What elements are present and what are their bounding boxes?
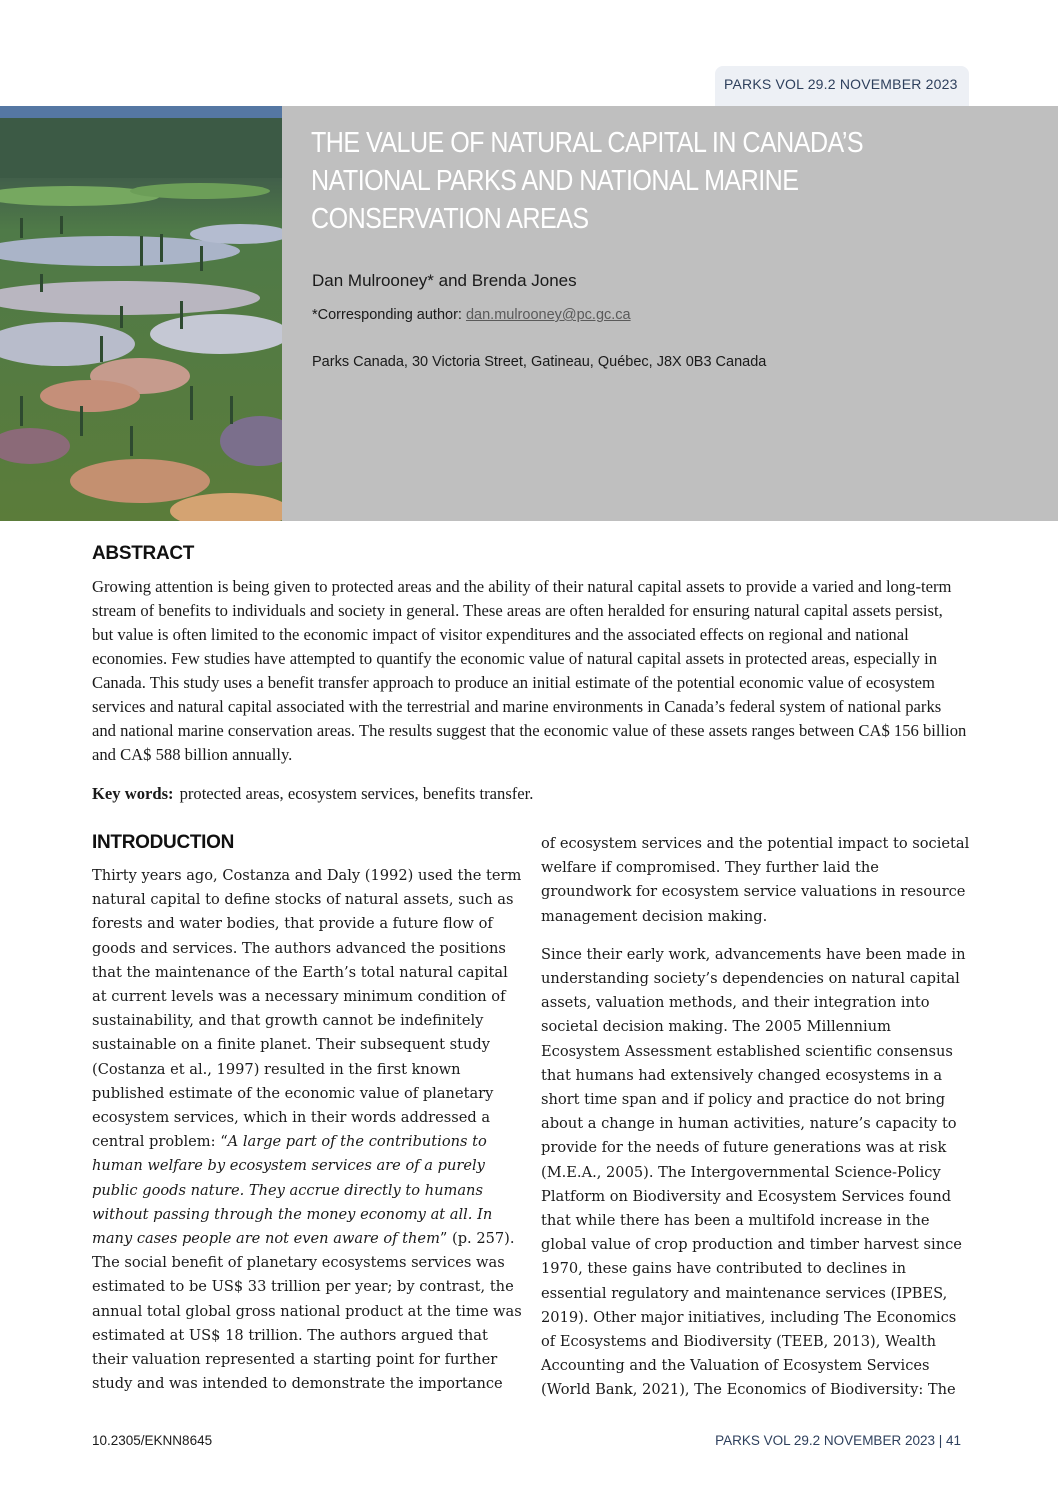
- journal-issue-tab: PARKS VOL 29.2 NOVEMBER 2023: [715, 66, 969, 106]
- footer-doi: 10.2305/EKNN8645: [92, 1433, 213, 1448]
- abstract-body: Growing attention is being given to protected areas and the ability of their natural capital assets to provide a varied and long-term stream of benefits to individuals and society in general. These areas are often heralded for ensuring natural capital assets persist, but value is often limited to the economic impact of visitor expenditures and the associated effects on regional and national economies. Few studies have attempted to quantify the economic value of natural capital assets in protected areas, especially in Canada. This study uses a benefit transfer approach to produce an initial estimate of the potential economic value of ecosystem services and natural capital associated with the terrestrial and marine environments in Canada’s federal system of national parks and national marine conservation areas. The results suggest that the economic value of these assets ranges between CA$ 156 billion and CA$ 588 billion annually.: [92, 577, 967, 764]
- article-authors: Dan Mulrooney* and Brenda Jones: [312, 271, 577, 290]
- abstract-heading: ABSTRACT: [92, 543, 195, 564]
- costanza-quote: A large part of the contributions to human welfare by ecosystem services are of a purely public goods nature. They accrue directly to humans without passing through the money economy at all. In many cases people are not even aware of them: [92, 1133, 493, 1248]
- hero-photo: [0, 106, 282, 521]
- corresponding-email-link[interactable]: dan.mulrooney@pc.gc.ca: [465, 307, 631, 323]
- wetland-landscape-image: [0, 106, 282, 521]
- author-affiliation: Parks Canada, 30 Victoria Street, Gatineau, Québec, J8X 0B3 Canada: [312, 354, 767, 370]
- corresponding-author: *Corresponding author: dan.mulrooney@pc.gc.ca: [312, 307, 631, 323]
- intro-left-column: [92, 864, 522, 1410]
- intro-paragraph-1-continued: of ecosystem services and the potential impact to societal welfare if compromised. They further laid the groundwork for ecosystem service valuations in resource management decision making.: [541, 835, 970, 925]
- article-title: THE VALUE OF NATURAL CAPITAL IN CANADA’S NATIONAL PARKS AND NATIONAL MARINE CONSERVATION AREAS: [311, 127, 864, 235]
- intro-paragraph-2: Since their early work, advancements have been made in understanding society’s dependencies on natural capital assets, valuation methods, and their integration into societal decision making. The 2005 Millennium Ecosystem Assessment established scientific consensus that humans had extensively changed ecosystems in a short time span and if policy and practice do not bring about a change in human activities, nature’s capacity to provide for the needs of future generations was at risk (M.E.A., 2005). The Intergovernmental Science-Policy Platform on Biodiversity and Ecosystem Services found that while there has been a multifold increase in the global value of crop production and timber harvest since 1970, these gains have contributed to declines in essential regulatory and maintenance services (IPBES, 2019). Other major initiatives, including The Economics of Ecosystems and Biodiversity (TEEB, 2013), Wealth Accounting and the Valuation of Ecosystem Services (World Bank, 2021), The Economics of Biodiversity: The: [541, 945, 966, 1399]
- article-hero-band: [0, 106, 1058, 521]
- keywords-label: Key words:: [92, 784, 174, 803]
- intro-paragraph-1: Thirty years ago, Costanza and Daly (1992) used the term natural capital to define stocks of natural assets, such as forests and water bodies, that provide a future flow of goods and services. The authors advanced the positions that the maintenance of the Earth’s total natural capital at current levels was a necessary minimum condition of sustainability, and that growth cannot be indefinitely sustainable on a finite planet. Their subsequent study (Costanza et al., 1997) resulted in the first known published estimate of the economic value of planetary ecosystem services, which in their words addressed a central problem: “A large part of the contributions to human welfare by ecosystem services are of a purely public goods nature. They accrue directly to humans without passing through the money economy at all. In many cases people are not even aware of them” (p. 257). The social benefit of planetary ecosystems services was estimated to be US$ 33 trillion per year; by contrast, the annual total global gross national product at the time was estimated at US$ 18 trillion. The authors argued that their valuation represented a starting point for further study and was intended to demonstrate the importance: [92, 867, 522, 1393]
- intro-right-column: [541, 832, 971, 1417]
- footer-page-number: PARKS VOL 29.2 NOVEMBER 2023 | 41: [715, 1433, 961, 1448]
- keywords-list: protected areas, ecosystem services, benefits transfer.: [179, 784, 534, 803]
- keywords: [92, 782, 968, 806]
- introduction-heading: INTRODUCTION: [92, 832, 235, 853]
